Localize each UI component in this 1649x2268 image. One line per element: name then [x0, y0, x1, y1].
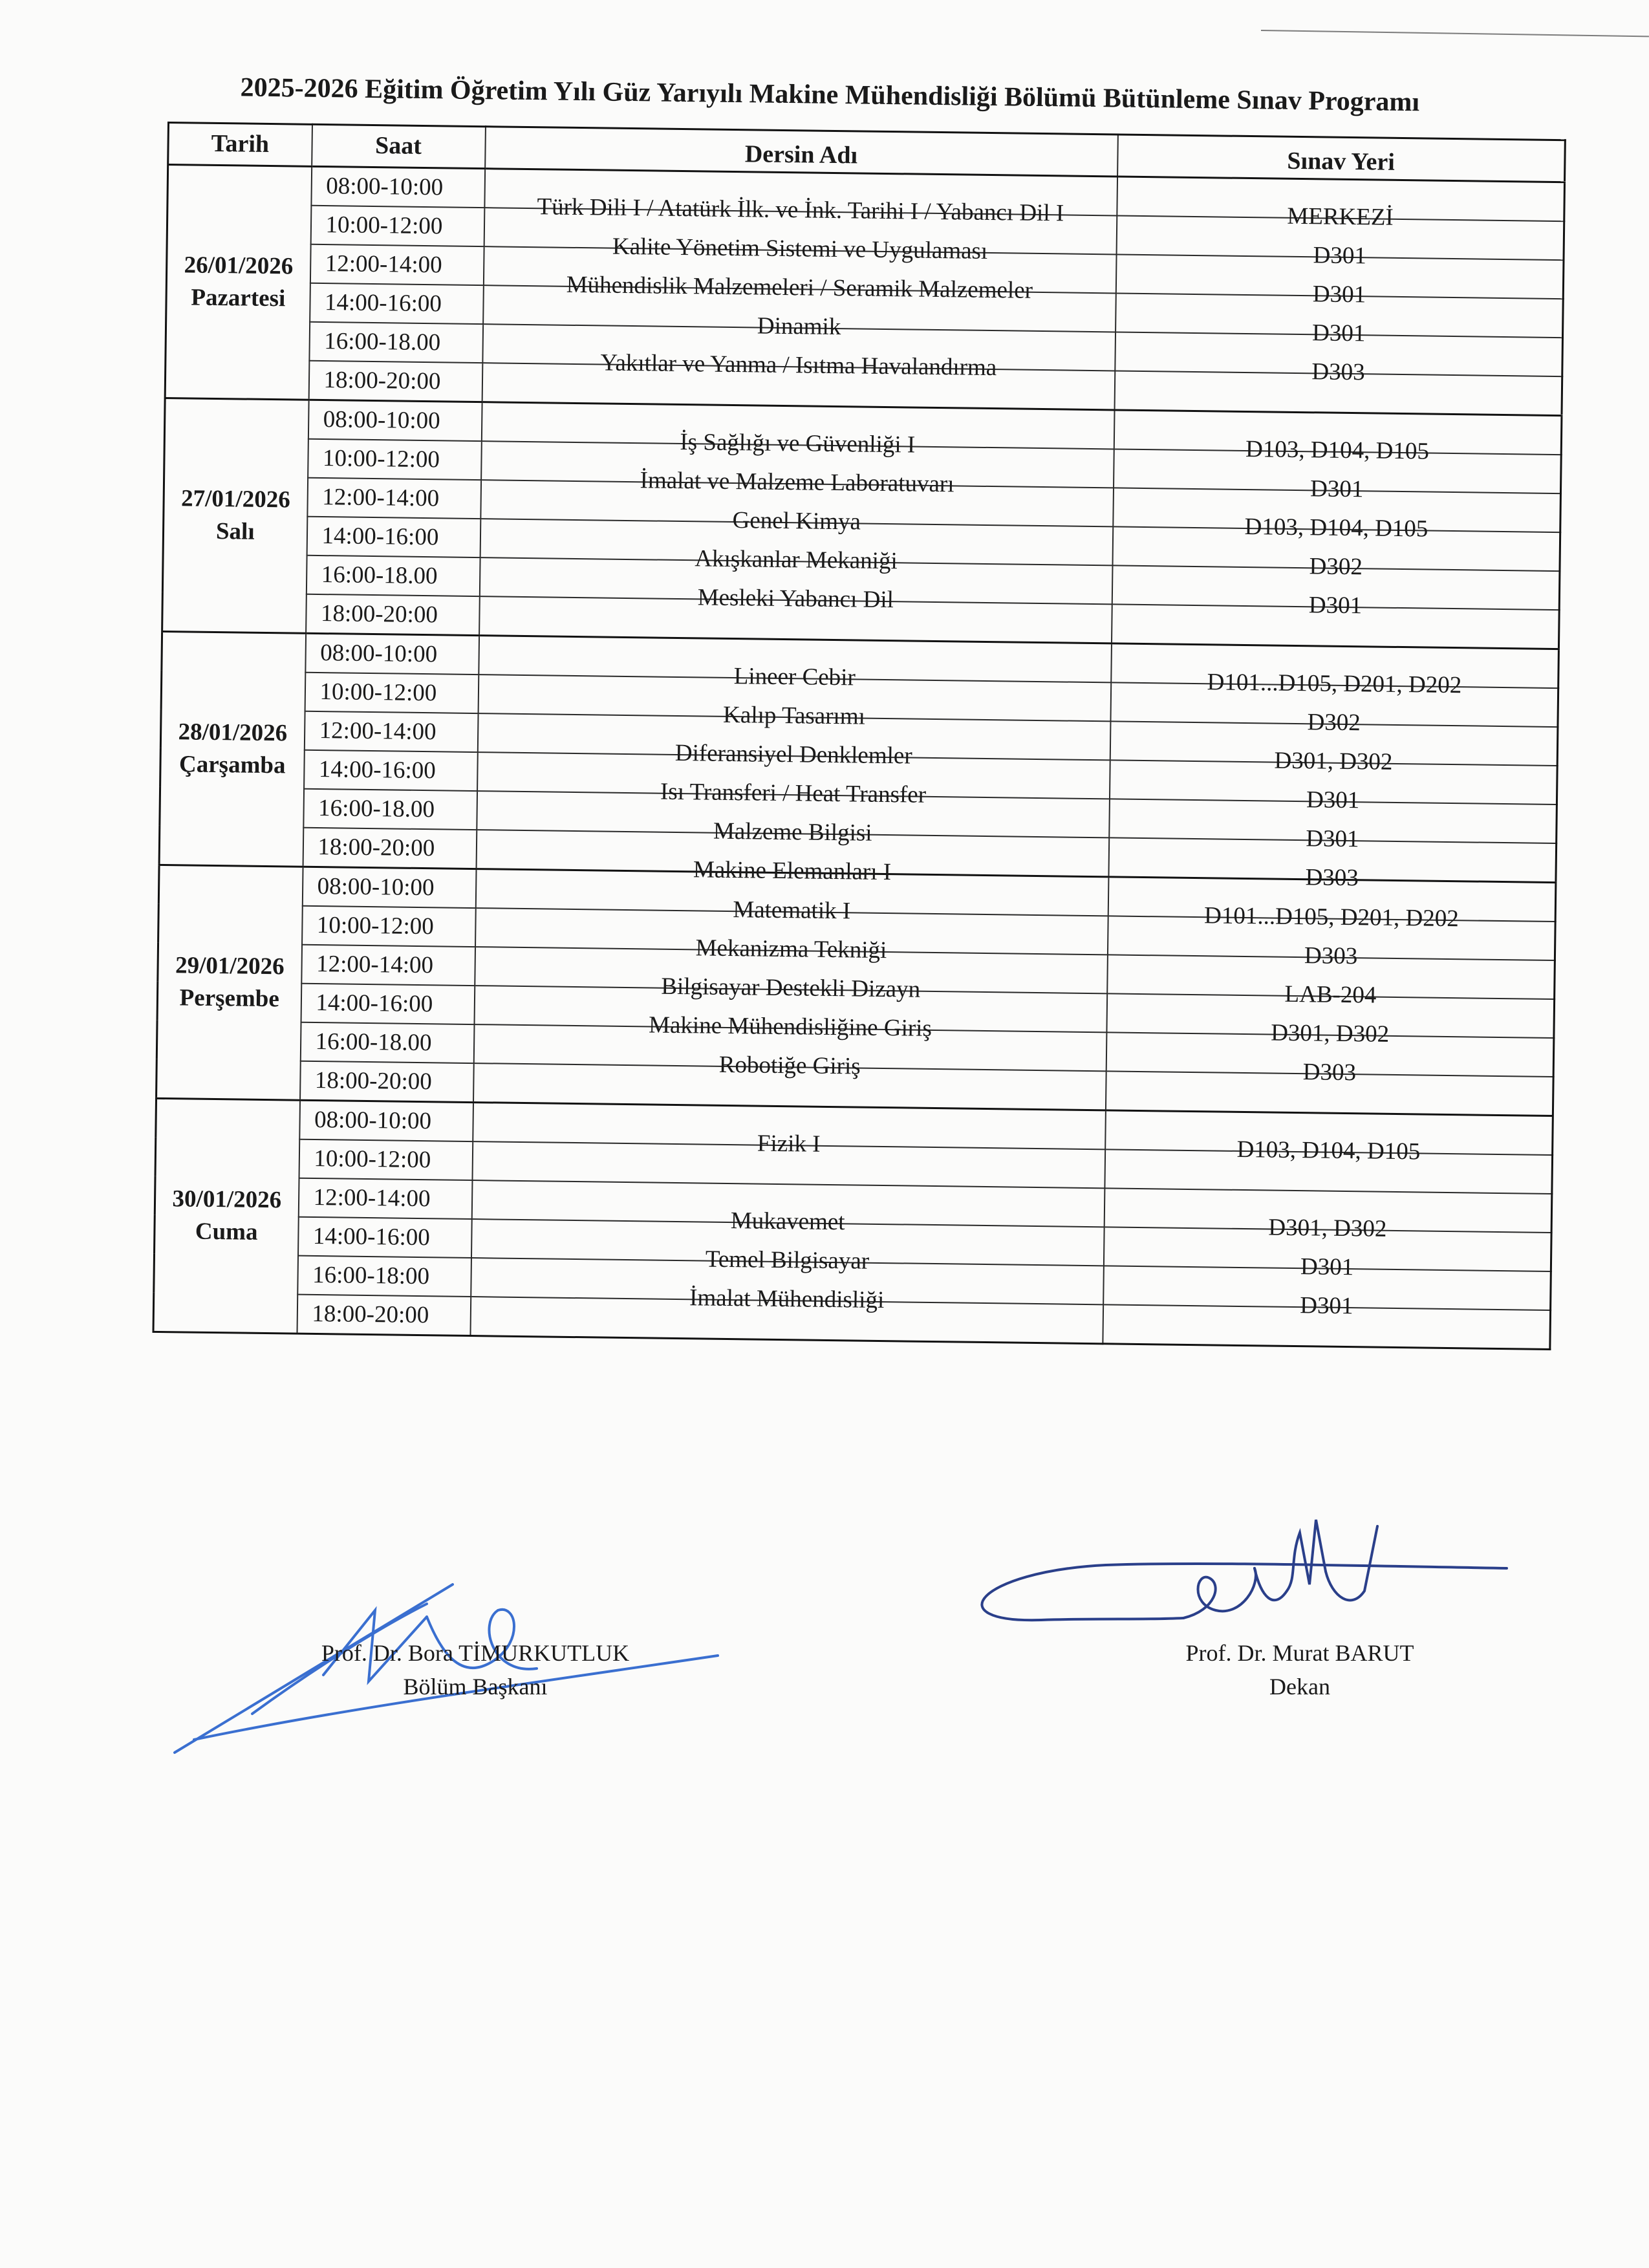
room-cell: D301	[1103, 1245, 1551, 1290]
signature-murat-barut	[938, 1507, 1520, 1649]
room-cell: D301, D302	[1110, 739, 1558, 784]
course-cell: Isı Transferi / Heat Transfer	[477, 770, 1110, 817]
room-cell: D301	[1109, 778, 1557, 823]
course-cell: Matematik I	[475, 887, 1108, 934]
time-cell: 18:00-20:00	[306, 594, 480, 636]
course-cell: Makine Mühendisliğine Giriş	[474, 1004, 1107, 1050]
time-cell: 12:00-14:00	[301, 945, 475, 986]
time-cell: 14:00-16:00	[297, 1217, 471, 1258]
room-cell	[1105, 1167, 1553, 1212]
time-cell: 08:00-10:00	[305, 633, 479, 675]
day-cell	[153, 1098, 300, 1334]
room-cell: D301	[1116, 233, 1564, 278]
time-cell: 16:00-18.00	[309, 322, 483, 363]
time-cell: 14:00-16:00	[310, 283, 484, 324]
course-cell: Lineer Cebir	[478, 654, 1111, 701]
day-cell	[162, 398, 309, 633]
room-cell: D301	[1108, 817, 1557, 861]
time-cell: 12:00-14:00	[298, 1178, 472, 1219]
signer-name-right: Prof. Dr. Murat BARUT	[1185, 1640, 1414, 1666]
room-cell: D301, D302	[1104, 1206, 1552, 1251]
time-cell: 10:00-12:00	[305, 673, 479, 713]
time-cell: 16:00-18.00	[300, 1022, 474, 1063]
time-cell: 14:00-16:00	[307, 517, 480, 557]
day-weekday: Çarşamba	[178, 751, 286, 779]
course-cell: Mesleki Yabancı Dil	[479, 576, 1112, 622]
header-date: Tarih	[168, 123, 312, 167]
room-cell: D302	[1112, 545, 1560, 589]
room-cell: D301	[1116, 272, 1564, 317]
time-cell: 10:00-12:00	[299, 1139, 473, 1180]
day-cell	[159, 631, 306, 867]
day-date: 29/01/2026	[175, 952, 285, 980]
time-cell: 18:00-20:00	[297, 1295, 471, 1336]
course-cell: Fizik I	[472, 1121, 1105, 1168]
course-cell: Mühendislik Malzemeleri / Seramik Malzemeler	[483, 265, 1116, 311]
schedule-body	[153, 165, 1565, 1350]
time-cell: 12:00-14:00	[310, 244, 484, 285]
course-cell: Kalıp Tasarımı	[478, 693, 1111, 739]
header-course: Dersin Adı	[485, 127, 1118, 177]
day-weekday: Pazartesi	[191, 284, 286, 312]
time-cell: 08:00-10:00	[308, 400, 482, 441]
day-date: 26/01/2026	[184, 252, 294, 280]
scan-edge-line	[1261, 30, 1649, 37]
room-cell: D301	[1103, 1284, 1551, 1328]
day-weekday: Salı	[215, 517, 255, 545]
course-cell: Robotiğe Giriş	[473, 1042, 1106, 1089]
time-cell: 18:00-20:00	[308, 361, 482, 402]
signer-name-left: Prof. Dr. Bora TİMURKUTLUK	[321, 1640, 630, 1666]
room-cell: D302	[1110, 700, 1558, 745]
room-cell	[1111, 622, 1559, 667]
day-cell	[165, 165, 312, 400]
room-cell: D303	[1114, 350, 1562, 394]
room-cell: MERKEZİ	[1116, 195, 1564, 239]
day-weekday: Perşembe	[179, 984, 280, 1013]
room-cell: D103, D104, D105	[1114, 428, 1562, 473]
course-cell: Yakıtlar ve Yanma / Isıtma Havalandırma	[482, 342, 1116, 389]
time-cell: 10:00-12:00	[308, 439, 482, 480]
day-date: 30/01/2026	[172, 1185, 282, 1214]
time-cell: 10:00-12:00	[302, 906, 476, 947]
room-cell: D303	[1106, 1050, 1554, 1095]
course-cell: İmalat ve Malzeme Laboratuvarı	[480, 459, 1114, 506]
room-cell	[1105, 1089, 1553, 1134]
time-cell: 18:00-20:00	[300, 1061, 474, 1103]
course-cell: Diferansiyel Denklemler	[477, 731, 1110, 778]
course-cell	[470, 1315, 1103, 1362]
day-cell	[156, 865, 303, 1100]
exam-schedule-table	[152, 122, 1566, 1350]
course-cell: Bilgisayar Destekli Dizayn	[474, 965, 1107, 1011]
room-cell: D103, D104, D105	[1112, 506, 1560, 550]
header-time: Saat	[312, 124, 486, 168]
room-cell: D101...D105, D201, D202	[1108, 895, 1556, 940]
course-cell: Mukavemet	[471, 1198, 1105, 1245]
time-cell: 16:00-18:00	[297, 1256, 471, 1297]
exam-schedule-sheet	[152, 71, 1564, 1350]
course-cell: Dinamik	[482, 303, 1116, 350]
course-cell: Temel Bilgisayar	[471, 1237, 1104, 1284]
day-weekday: Cuma	[195, 1218, 258, 1246]
room-cell: D301	[1113, 467, 1561, 512]
header-room: Sınav Yeri	[1117, 135, 1566, 182]
time-cell: 16:00-18.00	[303, 789, 477, 830]
course-cell: Makine Elemanları I	[476, 848, 1109, 895]
time-cell: 10:00-12:00	[310, 206, 484, 246]
room-cell	[1114, 389, 1562, 433]
time-cell: 12:00-14:00	[307, 478, 481, 519]
time-cell: 14:00-16:00	[301, 984, 475, 1024]
room-cell: D301	[1115, 311, 1563, 356]
course-cell: Türk Dili I / Atatürk İlk. ve İnk. Tarihi I / Yabancı Dil I	[484, 187, 1117, 234]
room-cell: D103, D104, D105	[1105, 1129, 1553, 1173]
day-date: 27/01/2026	[180, 485, 290, 513]
time-cell: 16:00-18.00	[306, 556, 480, 596]
room-cell: D301	[1112, 583, 1560, 628]
course-cell: İmalat Mühendisliği	[470, 1276, 1103, 1323]
course-cell: İş Sağlığı ve Güvenliği I	[481, 420, 1114, 468]
course-cell: Akışkanlar Mekaniği	[480, 537, 1113, 583]
time-cell: 12:00-14:00	[304, 711, 478, 752]
signer-role-right: Dekan	[1269, 1674, 1330, 1700]
time-cell: 08:00-10:00	[299, 1100, 473, 1141]
room-cell: D301, D302	[1106, 1011, 1555, 1056]
signature-block-dean	[1125, 1636, 1474, 1703]
time-cell: 14:00-16:00	[304, 750, 478, 791]
signature-block-department-head	[255, 1636, 695, 1703]
time-cell: 18:00-20:00	[303, 828, 477, 869]
course-cell: Genel Kimya	[480, 498, 1113, 545]
time-cell: 08:00-10:00	[311, 166, 485, 208]
document-title: 2025-2026 Eğitim Öğretim Yılı Güz Yarıyılı Makine Mühendisliği Bölümü Bütünleme Sınav Programı	[240, 72, 1420, 118]
room-cell: D303	[1108, 856, 1557, 900]
room-cell: D303	[1107, 934, 1555, 978]
room-cell: D101...D105, D201, D202	[1110, 662, 1558, 706]
room-cell: LAB-204	[1106, 973, 1555, 1017]
course-cell: Kalite Yönetim Sistemi ve Uygulaması	[484, 226, 1117, 272]
course-cell: Malzeme Bilgisi	[476, 809, 1109, 856]
time-cell: 08:00-10:00	[302, 867, 476, 908]
room-cell	[1103, 1323, 1551, 1367]
day-date: 28/01/2026	[178, 718, 288, 747]
signer-role-left: Bölüm Başkanı	[403, 1674, 548, 1700]
course-cell: Mekanizma Tekniği	[475, 926, 1108, 973]
